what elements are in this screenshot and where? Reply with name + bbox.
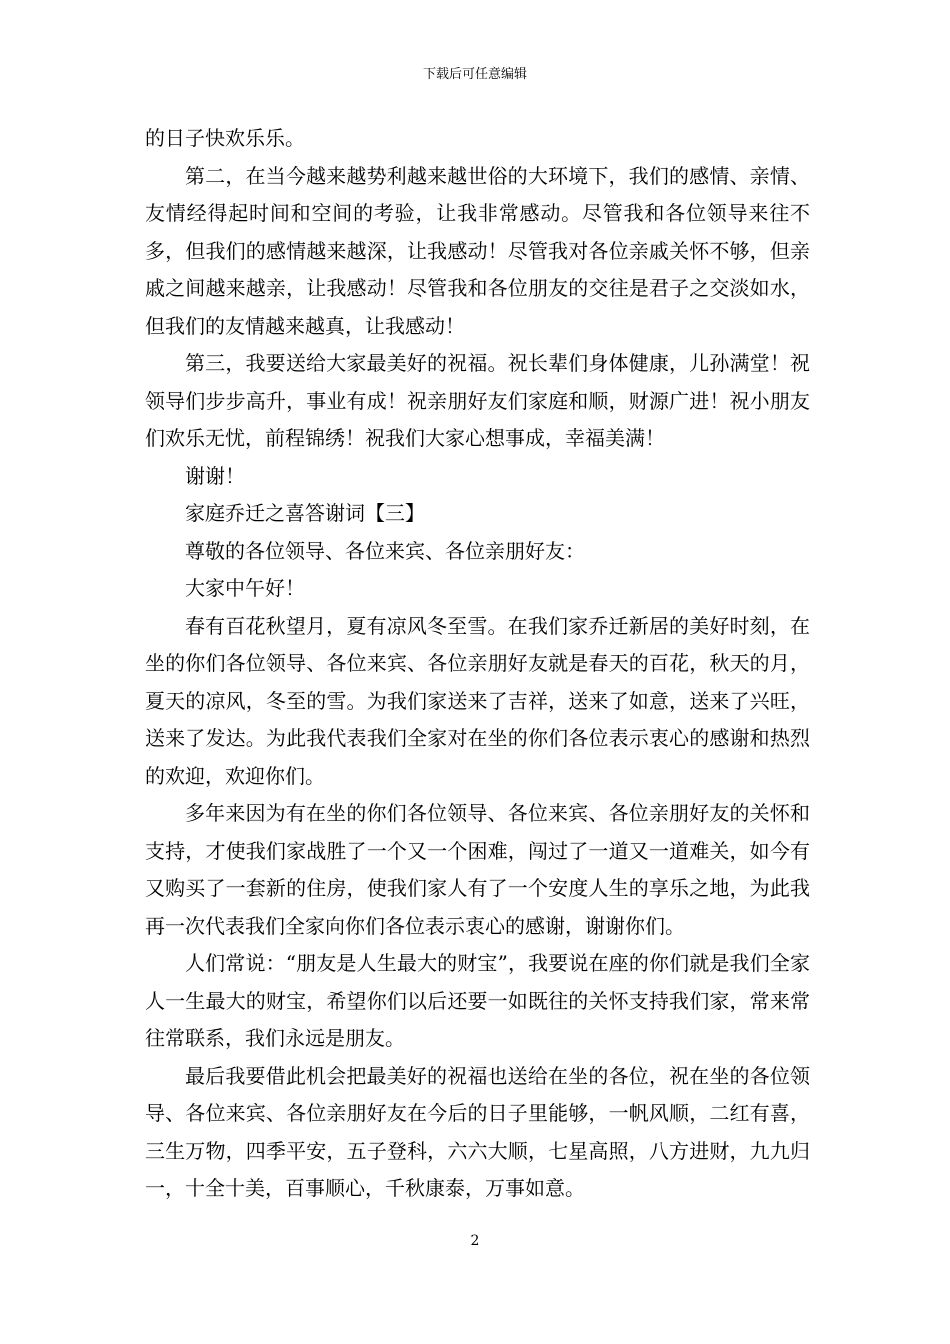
page-header: 下载后可任意编辑 [422, 67, 527, 82]
paragraph: 人们常说：“朋友是人生最大的财宝”，我要说在座的你们就是我们全家人一生最大的财宝，希望你们以后还要一如既往的关怀支持我们家，常来常往常联系，我们永远是朋友。 [145, 951, 810, 1050]
greeting: 大家中午好！ [185, 576, 305, 600]
paragraph: 第三，我要送给大家最美好的祝福。祝长辈们身体健康，儿孙满堂！祝领导们步步高升，事业有成！祝亲朋好友们家庭和顺，财源广进！祝小朋友们欢乐无忧，前程锦绣！祝我们大家心想事成，幸福美满！ [145, 351, 810, 450]
page-number: 2 [470, 1233, 480, 1249]
paragraph: 的日子快欢乐乐。 [145, 126, 305, 150]
paragraph: 春有百花秋望月，夏有凉风冬至雪。在我们家乔迁新居的美好时刻，在坐的你们各位领导、各位来宾、各位亲朋好友就是春天的百花，秋天的月，夏天的凉风，冬至的雪。为我们家送来了吉祥，送来了如意，送来了兴旺，送来了发达。为此我代表我们全家对在坐的你们各位表示衷心的感谢和热烈的欢迎，欢迎你们。 [145, 613, 810, 788]
section-heading: 家庭乔迁之喜答谢词【三】 [185, 501, 425, 525]
salutation: 尊敬的各位领导、各位来宾、各位亲朋好友： [185, 538, 585, 563]
document-body [145, 120, 810, 1208]
paragraph: 第二，在当今越来越势利越来越世俗的大环境下，我们的感情、亲情、友情经得起时间和空间的考验，让我非常感动。尽管我和各位领导来往不多，但我们的感情越来越深，让我感动！尽管我对各位亲戚关怀不够，但亲戚之间越来越亲，让我感动！尽管我和各位朋友的交往是君子之交淡如水，但我们的友情越来越真，让我感动！ [145, 163, 810, 338]
paragraph: 最后我要借此机会把最美好的祝福也送给在坐的各位，祝在坐的各位领导、各位来宾、各位亲朋好友在今后的日子里能够，一帆风顺，二红有喜，三生万物，四季平安，五子登科，六六大顺，七星高照，八方进财，九九归一，十全十美，百事顺心，千秋康泰，万事如意。 [145, 1063, 810, 1200]
paragraph: 谢谢！ [185, 463, 245, 488]
paragraph: 多年来因为有在坐的你们各位领导、各位来宾、各位亲朋好友的关怀和支持，才使我们家战胜了一个又一个困难，闯过了一道又一道难关，如今有又购买了一套新的住房，使我们家人有了一个安度人生的享乐之地，为此我再一次代表我们全家向你们各位表示衷心的感谢，谢谢你们。 [145, 801, 810, 938]
